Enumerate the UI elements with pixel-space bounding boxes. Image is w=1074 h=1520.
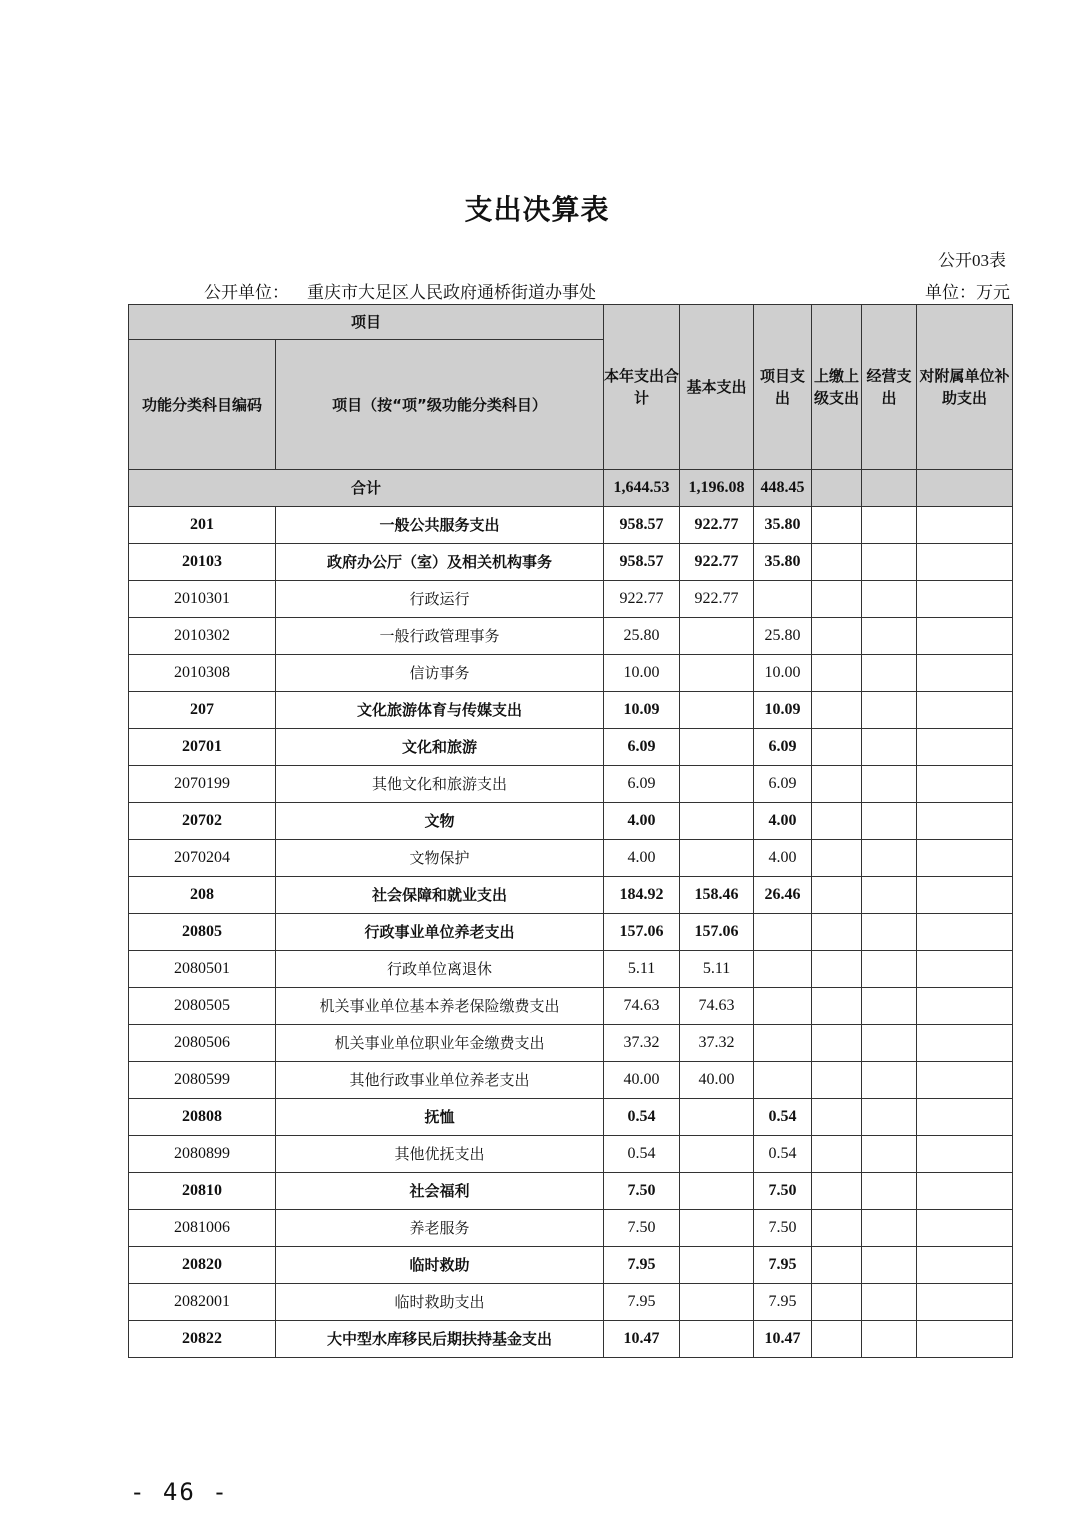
business-cell bbox=[862, 877, 917, 914]
total-cell: 184.92 bbox=[604, 877, 680, 914]
upper-cell bbox=[812, 951, 862, 988]
total-cell: 7.50 bbox=[604, 1210, 680, 1247]
table-row bbox=[129, 729, 1013, 766]
table-row bbox=[129, 1062, 1013, 1099]
code-cell: 20805 bbox=[129, 914, 276, 951]
code-cell: 207 bbox=[129, 692, 276, 729]
name-cell: 文物保护 bbox=[276, 840, 604, 877]
name-cell: 其他行政事业单位养老支出 bbox=[276, 1062, 604, 1099]
total-cell: 922.77 bbox=[604, 581, 680, 618]
table-row bbox=[129, 840, 1013, 877]
name-cell: 行政运行 bbox=[276, 581, 604, 618]
business-cell bbox=[862, 1099, 917, 1136]
subsidiary-cell bbox=[917, 507, 1013, 544]
upper-cell bbox=[812, 729, 862, 766]
upper-cell bbox=[812, 1284, 862, 1321]
subsidiary-cell bbox=[917, 618, 1013, 655]
code-cell: 2080506 bbox=[129, 1025, 276, 1062]
total-cell: 10.09 bbox=[604, 692, 680, 729]
upper-cell bbox=[812, 618, 862, 655]
name-cell: 抚恤 bbox=[276, 1099, 604, 1136]
code-cell: 2080599 bbox=[129, 1062, 276, 1099]
name-cell: 文化旅游体育与传媒支出 bbox=[276, 692, 604, 729]
upper-cell bbox=[812, 803, 862, 840]
table-row bbox=[129, 1136, 1013, 1173]
upper-cell bbox=[812, 470, 862, 507]
subsidiary-cell bbox=[917, 840, 1013, 877]
table-row bbox=[129, 988, 1013, 1025]
business-cell bbox=[862, 1136, 917, 1173]
upper-cell bbox=[812, 766, 862, 803]
header-name: 项目（按“项”级功能分类科目） bbox=[276, 340, 604, 470]
name-cell: 临时救助支出 bbox=[276, 1284, 604, 1321]
total-cell: 4.00 bbox=[604, 840, 680, 877]
code-cell: 2070204 bbox=[129, 840, 276, 877]
business-cell bbox=[862, 581, 917, 618]
upper-cell bbox=[812, 1210, 862, 1247]
item-cell: 0.54 bbox=[754, 1136, 812, 1173]
basic-cell bbox=[680, 1284, 754, 1321]
item-cell: 35.80 bbox=[754, 507, 812, 544]
code-cell: 20103 bbox=[129, 544, 276, 581]
business-cell bbox=[862, 803, 917, 840]
name-cell: 其他优抚支出 bbox=[276, 1136, 604, 1173]
business-cell bbox=[862, 729, 917, 766]
basic-cell: 922.77 bbox=[680, 507, 754, 544]
item-cell: 7.95 bbox=[754, 1247, 812, 1284]
basic-cell: 922.77 bbox=[680, 544, 754, 581]
business-cell bbox=[862, 951, 917, 988]
item-cell: 6.09 bbox=[754, 766, 812, 803]
basic-cell bbox=[680, 692, 754, 729]
basic-cell bbox=[680, 803, 754, 840]
item-cell: 7.50 bbox=[754, 1210, 812, 1247]
subsidiary-cell bbox=[917, 803, 1013, 840]
table-row bbox=[129, 951, 1013, 988]
item-cell: 35.80 bbox=[754, 544, 812, 581]
total-cell: 6.09 bbox=[604, 766, 680, 803]
item-cell bbox=[754, 1062, 812, 1099]
business-cell bbox=[862, 507, 917, 544]
table-row bbox=[129, 507, 1013, 544]
table-row bbox=[129, 1173, 1013, 1210]
table-row bbox=[129, 655, 1013, 692]
table-row bbox=[129, 692, 1013, 729]
item-cell: 448.45 bbox=[754, 470, 812, 507]
name-cell: 大中型水库移民后期扶持基金支出 bbox=[276, 1321, 604, 1358]
name-cell: 机关事业单位职业年金缴费支出 bbox=[276, 1025, 604, 1062]
upper-cell bbox=[812, 1136, 862, 1173]
name-cell: 社会福利 bbox=[276, 1173, 604, 1210]
subsidiary-cell bbox=[917, 1099, 1013, 1136]
basic-cell: 158.46 bbox=[680, 877, 754, 914]
total-cell: 7.95 bbox=[604, 1247, 680, 1284]
code-cell: 2010302 bbox=[129, 618, 276, 655]
code-cell: 20701 bbox=[129, 729, 276, 766]
item-cell: 26.46 bbox=[754, 877, 812, 914]
upper-cell bbox=[812, 1099, 862, 1136]
item-cell: 10.00 bbox=[754, 655, 812, 692]
code-cell: 20822 bbox=[129, 1321, 276, 1358]
basic-cell bbox=[680, 840, 754, 877]
total-cell: 40.00 bbox=[604, 1062, 680, 1099]
table-row bbox=[129, 803, 1013, 840]
code-cell: 2080501 bbox=[129, 951, 276, 988]
code-cell: 2080899 bbox=[129, 1136, 276, 1173]
item-cell bbox=[754, 581, 812, 618]
code-cell: 2080505 bbox=[129, 988, 276, 1025]
basic-cell bbox=[680, 1321, 754, 1358]
code-cell: 2081006 bbox=[129, 1210, 276, 1247]
upper-cell bbox=[812, 544, 862, 581]
business-cell bbox=[862, 1062, 917, 1099]
code-cell: 20820 bbox=[129, 1247, 276, 1284]
upper-cell bbox=[812, 840, 862, 877]
item-cell: 10.47 bbox=[754, 1321, 812, 1358]
subsidiary-cell bbox=[917, 655, 1013, 692]
total-cell: 74.63 bbox=[604, 988, 680, 1025]
basic-cell bbox=[680, 618, 754, 655]
subsidiary-cell bbox=[917, 988, 1013, 1025]
total-cell: 7.95 bbox=[604, 1284, 680, 1321]
code-cell: 20808 bbox=[129, 1099, 276, 1136]
name-cell: 文化和旅游 bbox=[276, 729, 604, 766]
name-cell: 政府办公厅（室）及相关机构事务 bbox=[276, 544, 604, 581]
code-cell: 20810 bbox=[129, 1173, 276, 1210]
table-row bbox=[129, 1284, 1013, 1321]
business-cell bbox=[862, 914, 917, 951]
upper-cell bbox=[812, 1321, 862, 1358]
upper-cell bbox=[812, 655, 862, 692]
table-row bbox=[129, 1099, 1013, 1136]
total-cell: 4.00 bbox=[604, 803, 680, 840]
basic-cell bbox=[680, 1136, 754, 1173]
header-total: 本年支出合计 bbox=[604, 305, 680, 470]
basic-cell bbox=[680, 1247, 754, 1284]
business-cell bbox=[862, 1210, 917, 1247]
business-cell bbox=[862, 470, 917, 507]
money-unit: 单位：万元 bbox=[925, 283, 1010, 302]
total-cell: 0.54 bbox=[604, 1099, 680, 1136]
name-cell: 文物 bbox=[276, 803, 604, 840]
name-cell: 社会保障和就业支出 bbox=[276, 877, 604, 914]
code-cell: 2010308 bbox=[129, 655, 276, 692]
upper-cell bbox=[812, 1062, 862, 1099]
table-row bbox=[129, 581, 1013, 618]
business-cell bbox=[862, 1025, 917, 1062]
table-row bbox=[129, 1025, 1013, 1062]
table-row bbox=[129, 914, 1013, 951]
subsidiary-cell bbox=[917, 692, 1013, 729]
upper-cell bbox=[812, 507, 862, 544]
subsidiary-cell bbox=[917, 877, 1013, 914]
table-row bbox=[129, 1247, 1013, 1284]
total-cell: 10.00 bbox=[604, 655, 680, 692]
total-cell: 7.50 bbox=[604, 1173, 680, 1210]
basic-cell bbox=[680, 729, 754, 766]
subsidiary-cell bbox=[917, 1247, 1013, 1284]
total-cell: 5.11 bbox=[604, 951, 680, 988]
subsidiary-cell bbox=[917, 766, 1013, 803]
reporting-unit bbox=[204, 278, 614, 303]
subsidiary-cell bbox=[917, 581, 1013, 618]
table-row bbox=[129, 877, 1013, 914]
header-business: 经营支出 bbox=[862, 305, 917, 470]
header-item: 项目支出 bbox=[754, 305, 812, 470]
name-cell: 临时救助 bbox=[276, 1247, 604, 1284]
item-cell: 7.95 bbox=[754, 1284, 812, 1321]
name-cell: 其他文化和旅游支出 bbox=[276, 766, 604, 803]
basic-cell bbox=[680, 1173, 754, 1210]
business-cell bbox=[862, 692, 917, 729]
total-cell: 0.54 bbox=[604, 1136, 680, 1173]
item-cell: 7.50 bbox=[754, 1173, 812, 1210]
basic-cell: 157.06 bbox=[680, 914, 754, 951]
document-title: 支出决算表 bbox=[464, 195, 610, 226]
reporting-unit-label: 公开单位： bbox=[204, 283, 289, 302]
name-cell: 一般行政管理事务 bbox=[276, 618, 604, 655]
total-cell: 157.06 bbox=[604, 914, 680, 951]
basic-cell bbox=[680, 655, 754, 692]
page-number: - 46 - bbox=[130, 1478, 229, 1506]
item-cell bbox=[754, 951, 812, 988]
name-cell: 行政事业单位养老支出 bbox=[276, 914, 604, 951]
total-label: 合计 bbox=[129, 470, 604, 507]
header-basic: 基本支出 bbox=[680, 305, 754, 470]
business-cell bbox=[862, 1173, 917, 1210]
business-cell bbox=[862, 1321, 917, 1358]
business-cell bbox=[862, 840, 917, 877]
code-cell: 20702 bbox=[129, 803, 276, 840]
subsidiary-cell bbox=[917, 470, 1013, 507]
upper-cell bbox=[812, 1247, 862, 1284]
upper-cell bbox=[812, 1173, 862, 1210]
subsidiary-cell bbox=[917, 1062, 1013, 1099]
total-cell: 958.57 bbox=[604, 507, 680, 544]
upper-cell bbox=[812, 914, 862, 951]
code-cell: 208 bbox=[129, 877, 276, 914]
basic-cell: 74.63 bbox=[680, 988, 754, 1025]
total-cell: 10.47 bbox=[604, 1321, 680, 1358]
basic-cell bbox=[680, 1099, 754, 1136]
header-subsidiary: 对附属单位补助支出 bbox=[917, 305, 1013, 470]
basic-cell bbox=[680, 1210, 754, 1247]
total-cell: 37.32 bbox=[604, 1025, 680, 1062]
reporting-unit-name: 重庆市大足区人民政府通桥街道办事处 bbox=[307, 283, 596, 302]
header-upper: 上缴上级支出 bbox=[812, 305, 862, 470]
header-code: 功能分类科目编码 bbox=[129, 340, 276, 470]
code-cell: 201 bbox=[129, 507, 276, 544]
item-cell bbox=[754, 988, 812, 1025]
subsidiary-cell bbox=[917, 1136, 1013, 1173]
subsidiary-cell bbox=[917, 1321, 1013, 1358]
item-cell: 6.09 bbox=[754, 729, 812, 766]
item-cell bbox=[754, 914, 812, 951]
total-row bbox=[129, 470, 1013, 507]
code-cell: 2070199 bbox=[129, 766, 276, 803]
header-row-1 bbox=[129, 305, 1013, 340]
total-cell: 1,644.53 bbox=[604, 470, 680, 507]
code-cell: 2010301 bbox=[129, 581, 276, 618]
upper-cell bbox=[812, 1025, 862, 1062]
business-cell bbox=[862, 766, 917, 803]
item-cell: 10.09 bbox=[754, 692, 812, 729]
name-cell: 养老服务 bbox=[276, 1210, 604, 1247]
subsidiary-cell bbox=[917, 729, 1013, 766]
form-number: 公开03表 bbox=[938, 251, 1006, 270]
item-cell: 0.54 bbox=[754, 1099, 812, 1136]
expenditure-table bbox=[128, 304, 1013, 1358]
business-cell bbox=[862, 1247, 917, 1284]
name-cell: 一般公共服务支出 bbox=[276, 507, 604, 544]
subsidiary-cell bbox=[917, 544, 1013, 581]
upper-cell bbox=[812, 692, 862, 729]
basic-cell: 40.00 bbox=[680, 1062, 754, 1099]
basic-cell bbox=[680, 766, 754, 803]
subsidiary-cell bbox=[917, 1284, 1013, 1321]
subsidiary-cell bbox=[917, 951, 1013, 988]
basic-cell: 1,196.08 bbox=[680, 470, 754, 507]
upper-cell bbox=[812, 581, 862, 618]
table-row bbox=[129, 1321, 1013, 1358]
table-row bbox=[129, 766, 1013, 803]
total-cell: 6.09 bbox=[604, 729, 680, 766]
upper-cell bbox=[812, 877, 862, 914]
business-cell bbox=[862, 618, 917, 655]
business-cell bbox=[862, 544, 917, 581]
header-project: 项目 bbox=[129, 305, 604, 340]
subsidiary-cell bbox=[917, 914, 1013, 951]
basic-cell: 922.77 bbox=[680, 581, 754, 618]
subsidiary-cell bbox=[917, 1210, 1013, 1247]
business-cell bbox=[862, 988, 917, 1025]
subsidiary-cell bbox=[917, 1173, 1013, 1210]
business-cell bbox=[862, 655, 917, 692]
table-row bbox=[129, 1210, 1013, 1247]
name-cell: 机关事业单位基本养老保险缴费支出 bbox=[276, 988, 604, 1025]
name-cell: 信访事务 bbox=[276, 655, 604, 692]
total-cell: 958.57 bbox=[604, 544, 680, 581]
basic-cell: 37.32 bbox=[680, 1025, 754, 1062]
upper-cell bbox=[812, 988, 862, 1025]
subsidiary-cell bbox=[917, 1025, 1013, 1062]
business-cell bbox=[862, 1284, 917, 1321]
basic-cell: 5.11 bbox=[680, 951, 754, 988]
total-cell: 25.80 bbox=[604, 618, 680, 655]
code-cell: 2082001 bbox=[129, 1284, 276, 1321]
name-cell: 行政单位离退休 bbox=[276, 951, 604, 988]
item-cell: 4.00 bbox=[754, 840, 812, 877]
item-cell: 25.80 bbox=[754, 618, 812, 655]
table-row bbox=[129, 544, 1013, 581]
item-cell: 4.00 bbox=[754, 803, 812, 840]
table-row bbox=[129, 618, 1013, 655]
item-cell bbox=[754, 1025, 812, 1062]
